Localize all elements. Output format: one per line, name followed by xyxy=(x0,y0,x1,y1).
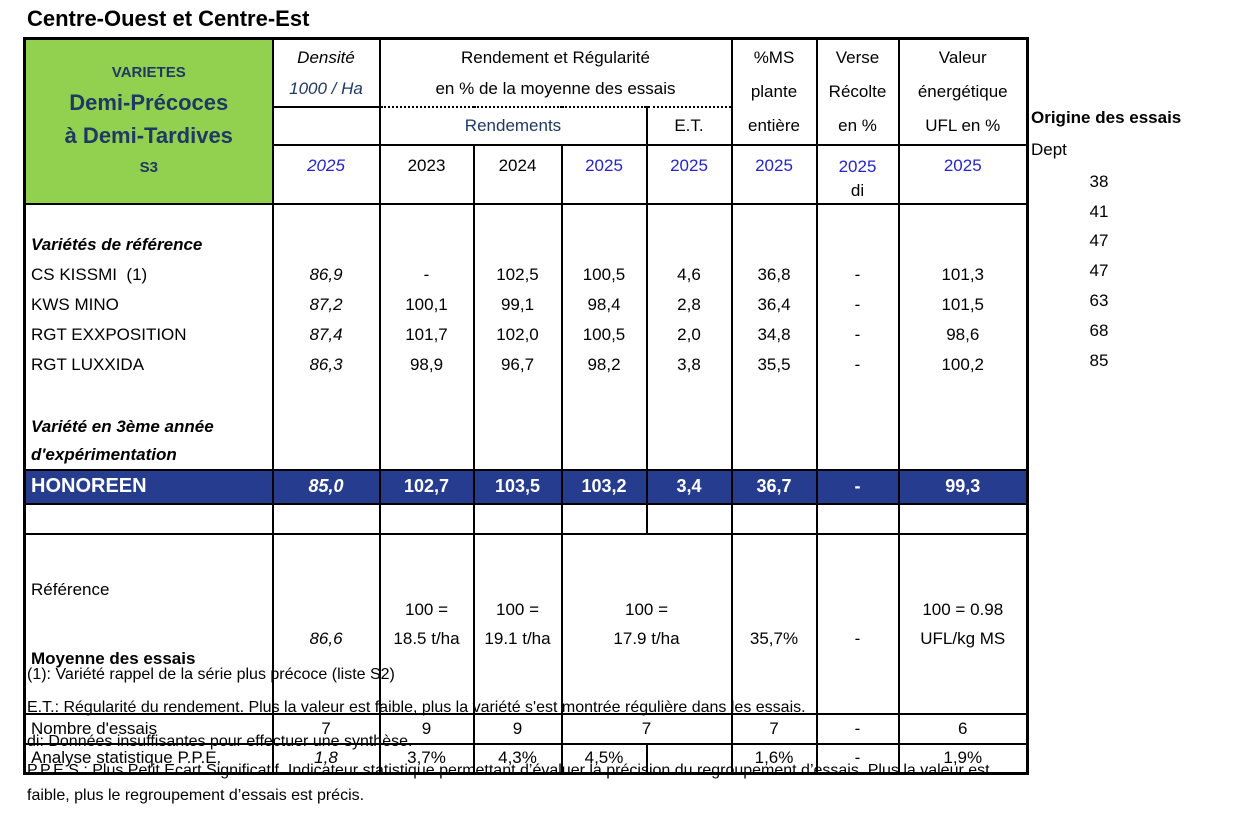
origine-block xyxy=(1031,0,1231,814)
densite-blank-cell xyxy=(273,107,380,145)
reference-mean-row xyxy=(25,534,1028,714)
precocity-label-line2: à Demi-Tardives xyxy=(64,123,233,149)
reference-section-row xyxy=(25,230,1028,260)
ref-ufl-line1: 100 = 0.98 xyxy=(922,599,1004,619)
ms-year: 2025 xyxy=(732,145,817,204)
verse-value: - xyxy=(817,470,899,504)
variety-name: KWS MINO xyxy=(25,290,273,320)
ref-2023-cell xyxy=(380,534,474,714)
ref-ufl-line2: UFL/kg MS xyxy=(920,628,1006,648)
ms-value: 34,8 xyxy=(732,320,817,350)
ref-2025-cell xyxy=(562,534,732,714)
mean-label: Moyenne des essais xyxy=(31,648,196,668)
footnote-ppes: P.P.E.S : Plus Petit Ecart Significatif. Indicateur statistique permettant d’évaluer la précision du regroupement d’essais. Plus la valeur est faible, plus le regroupement d’essais est précis. xyxy=(27,762,990,804)
year-2025: 2025 xyxy=(562,145,647,204)
spacer-row xyxy=(25,504,1028,534)
variety-name: RGT EXXPOSITION xyxy=(25,320,273,350)
yield-2025: 100,5 xyxy=(562,320,647,350)
verse-value: - xyxy=(817,260,899,290)
origine-title: Origine des essais xyxy=(1031,108,1182,127)
stat-2024: 4,3% xyxy=(474,744,562,774)
ref-2025-line1: 100 = xyxy=(624,599,668,619)
trial-section-label-line2: d'expérimentation xyxy=(25,442,273,470)
spacer-row xyxy=(25,380,1028,412)
verse-value: - xyxy=(817,350,899,380)
variety-row xyxy=(25,320,1028,350)
yield-2023: 100,1 xyxy=(380,290,474,320)
dept-number: 38 xyxy=(1089,172,1109,191)
year-2024: 2024 xyxy=(474,145,562,204)
ms-header-cell xyxy=(732,39,817,145)
variety-name: RGT LUXXIDA xyxy=(25,350,273,380)
yield-2025: 100,5 xyxy=(562,260,647,290)
ms-value: 36,4 xyxy=(732,290,817,320)
header-row-1 xyxy=(25,39,1028,107)
ref-2024-line2: 19.1 t/ha xyxy=(484,628,551,648)
ms-value: 35,5 xyxy=(732,350,817,380)
ref-2023-line2: 18.5 t/ha xyxy=(393,628,460,648)
ref-2025-line2: 17.9 t/ha xyxy=(613,628,680,648)
densite-year: 2025 xyxy=(273,145,380,204)
verse-label-line3: en % xyxy=(838,115,877,135)
count-2024: 9 xyxy=(474,714,562,744)
dept-label: Dept xyxy=(1031,140,1067,159)
valeur-label-line2: énergétique xyxy=(917,81,1008,101)
footnote-et: E.T.: Régularité du rendement. Plus la valeur est faible, plus la variété s'est montrée régulière dans les essais. xyxy=(27,699,806,716)
yield-2024: 96,7 xyxy=(474,350,562,380)
et-value: 3,4 xyxy=(647,470,732,504)
varieties-label: VARIETES xyxy=(111,64,186,82)
yield-2024: 103,5 xyxy=(474,470,562,504)
yield-2025: 98,4 xyxy=(562,290,647,320)
ms-label-line1: %MS xyxy=(753,47,795,67)
mean-ms-cell xyxy=(732,534,817,714)
densite-header-cell xyxy=(273,39,380,107)
footnote-variete-rappel: (1): Variété rappel de la série plus précoce (liste S2) xyxy=(27,666,395,683)
stat-2023: 3,7% xyxy=(380,744,474,774)
statistics-label: Analyse statistique P.P.E. xyxy=(25,744,273,774)
mean-ms: 35,7% xyxy=(749,628,799,648)
reference-label: Référence xyxy=(31,579,110,599)
reference-mean-label-cell xyxy=(25,534,273,714)
valeur-year: 2025 xyxy=(899,145,1028,204)
et-value: 2,8 xyxy=(647,290,732,320)
ms-value: 36,7 xyxy=(732,470,817,504)
verse-year-cell xyxy=(817,145,899,204)
year-2023: 2023 xyxy=(380,145,474,204)
dept-number: 47 xyxy=(1089,261,1109,280)
mean-densite-cell xyxy=(273,534,380,714)
mean-densite: 86,6 xyxy=(309,628,343,648)
footnote-di: di: Données insuffisantes pour effectuer une synthèse. xyxy=(27,733,413,750)
variety-name: CS KISSMI (1) xyxy=(25,260,273,290)
yield-2023: - xyxy=(380,260,474,290)
verse-header-cell xyxy=(817,39,899,145)
densite-value: 87,4 xyxy=(273,320,380,350)
trial-section-row xyxy=(25,442,1028,470)
dept-number: 68 xyxy=(1089,321,1109,340)
et-value: 4,6 xyxy=(647,260,732,290)
et-value: 3,8 xyxy=(647,350,732,380)
mean-verse: - xyxy=(854,628,861,648)
yield-2025: 103,2 xyxy=(562,470,647,504)
et-label: E.T. xyxy=(647,107,732,145)
ms-label-line3: entière xyxy=(748,115,800,135)
rendement-title: Rendement et Régularité xyxy=(460,47,650,67)
trial-count-label: Nombre d'essais xyxy=(25,714,273,744)
page-title: Centre-Ouest et Centre-Est xyxy=(27,6,310,31)
et-value: 2,0 xyxy=(647,320,732,350)
precocity-label-line1: Demi-Précoces xyxy=(69,90,229,116)
yield-2023: 101,7 xyxy=(380,320,474,350)
verse-di-note: di xyxy=(850,180,865,200)
trial-section-row xyxy=(25,412,1028,442)
highlight-row-honoreen xyxy=(25,470,1028,504)
ms-label-line2: plante xyxy=(750,81,798,101)
variety-row xyxy=(25,350,1028,380)
ufl-value: 98,6 xyxy=(899,320,1028,350)
densite-value: 87,2 xyxy=(273,290,380,320)
yield-2024: 99,1 xyxy=(474,290,562,320)
rendements-group-label: Rendements xyxy=(380,107,647,145)
ms-value: 36,8 xyxy=(732,260,817,290)
yield-2025: 98,2 xyxy=(562,350,647,380)
variety-row xyxy=(25,260,1028,290)
trial-section-label-line1: Variété en 3ème année xyxy=(25,412,273,442)
yield-2023: 102,7 xyxy=(380,470,474,504)
stat-verse: - xyxy=(817,744,899,774)
valeur-label-line3: UFL en % xyxy=(925,115,1001,135)
ref-ufl-cell xyxy=(899,534,1028,714)
stat-2025: 4,5% xyxy=(562,744,647,774)
count-ufl: 6 xyxy=(899,714,1028,744)
count-2023: 9 xyxy=(380,714,474,744)
spacer-row xyxy=(25,204,1028,230)
count-2025: 7 xyxy=(562,714,732,744)
verse-year: 2025 xyxy=(838,156,877,176)
yield-2024: 102,0 xyxy=(474,320,562,350)
et-year: 2025 xyxy=(647,145,732,204)
stat-ms: 1,6% xyxy=(732,744,817,774)
yield-2024: 102,5 xyxy=(474,260,562,290)
verse-value: - xyxy=(817,290,899,320)
valeur-label-line1: Valeur xyxy=(938,47,987,67)
valeur-header-cell xyxy=(899,39,1028,145)
dept-number: 41 xyxy=(1089,202,1109,221)
stat-ufl: 1,9% xyxy=(899,744,1028,774)
verse-label-line1: Verse xyxy=(835,47,880,67)
dept-number: 63 xyxy=(1089,291,1109,310)
ref-2024-line1: 100 = xyxy=(495,599,539,619)
dept-number: 47 xyxy=(1089,231,1109,250)
dept-number: 85 xyxy=(1089,351,1109,370)
variety-name: HONOREEN xyxy=(25,470,273,504)
verse-label-line2: Récolte xyxy=(828,81,887,101)
ref-2023-line1: 100 = xyxy=(404,599,448,619)
count-densite: 7 xyxy=(273,714,380,744)
verse-value: - xyxy=(817,320,899,350)
variety-row xyxy=(25,290,1028,320)
stat-densite: 1,8 xyxy=(273,744,380,774)
densite-value: 86,9 xyxy=(273,260,380,290)
densite-value: 86,3 xyxy=(273,350,380,380)
rendement-subtitle: en % de la moyenne des essais xyxy=(435,78,676,98)
densite-unit: 1000 / Ha xyxy=(289,78,363,98)
densite-label: Densité xyxy=(297,47,355,67)
ref-2024-cell xyxy=(474,534,562,714)
results-table xyxy=(23,37,1029,775)
count-ms: 7 xyxy=(732,714,817,744)
ufl-value: 101,5 xyxy=(899,290,1028,320)
ufl-value: 100,2 xyxy=(899,350,1028,380)
count-verse: - xyxy=(817,714,899,744)
ufl-value: 99,3 xyxy=(899,470,1028,504)
series-label: S3 xyxy=(139,159,158,177)
yield-2023: 98,9 xyxy=(380,350,474,380)
mean-verse-cell xyxy=(817,534,899,714)
varieties-header-cell xyxy=(25,39,273,204)
reference-section-label: Variétés de référence xyxy=(25,230,273,260)
ufl-value: 101,3 xyxy=(899,260,1028,290)
rendement-header-cell xyxy=(380,39,732,107)
densite-value: 85,0 xyxy=(273,470,380,504)
